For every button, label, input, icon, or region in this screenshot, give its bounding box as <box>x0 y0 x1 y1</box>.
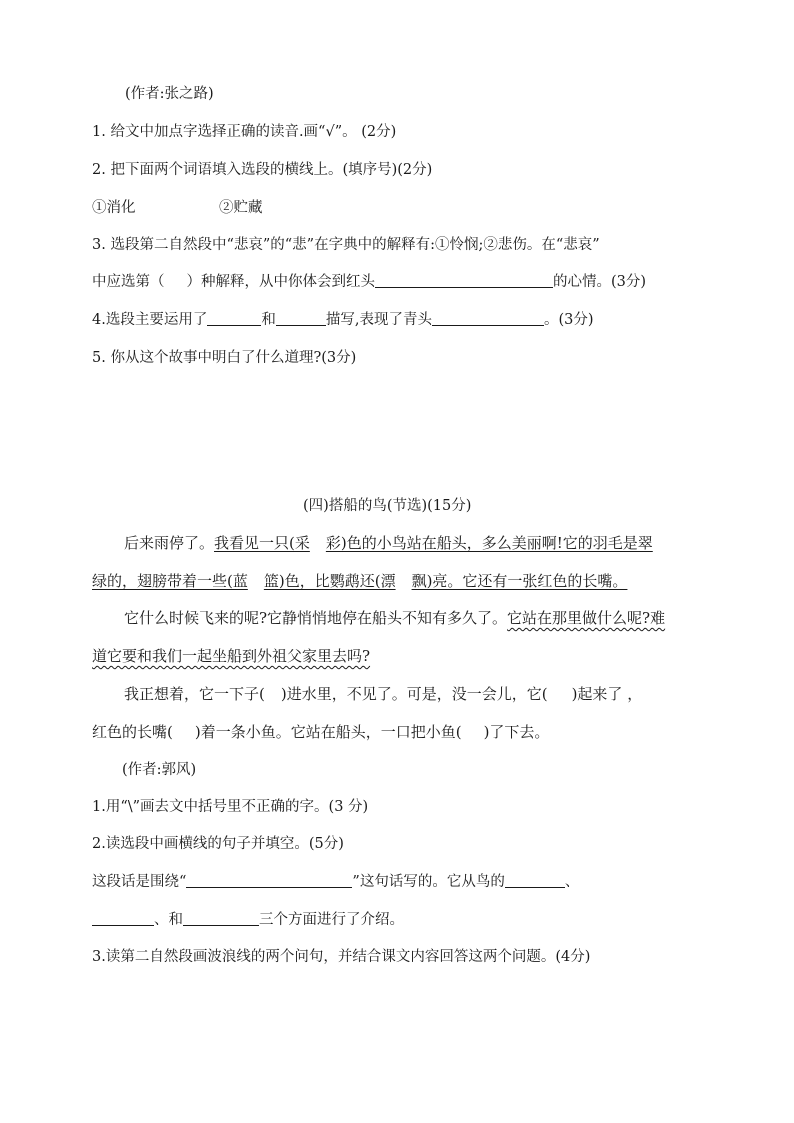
q4-text-b: 和 <box>261 312 276 328</box>
q4-text-d: 。(3分) <box>543 312 594 328</box>
q2-fill-text-d: 、和 <box>154 912 183 928</box>
q2-fill-text-a: 这段话是围绕“ <box>92 874 187 890</box>
q3-text-a: 中应选第（ <box>92 274 165 290</box>
q4-text-a: 4.选段主要运用了 <box>92 312 208 328</box>
q4-text-c: 描写,表现了青头 <box>325 312 432 328</box>
part2-question-2-fill-line-1 <box>92 872 579 892</box>
q2-aspect-blank-2[interactable] <box>92 911 154 926</box>
q3-text-c: 的心情。(3分) <box>553 274 647 290</box>
word-option-2: ②贮藏 <box>219 200 263 216</box>
q2-fill-text-e: 三个方面进行了介绍。 <box>259 912 404 928</box>
question-3-line-2 <box>92 272 646 292</box>
q2-aspect-blank-1[interactable] <box>505 873 565 888</box>
section-title: (四)搭船的鸟(节选)(15分) <box>303 498 472 514</box>
p3-text-c: )起来了 ， <box>571 685 643 703</box>
p3-text-a: 我正想着，它一下子( <box>124 685 265 703</box>
passage-paragraph-2-line-1 <box>124 608 665 628</box>
p2-wavy-question-2: 道它要和我们一起坐船到外祖父家里去吗? <box>92 647 371 665</box>
question-3-line-1: 3. 选段第二自然段中“悲哀”的“悲”在字典中的解释有:①怜悯;②悲伤。在“悲哀” <box>92 237 600 253</box>
passage-paragraph-2-line-2 <box>92 646 370 666</box>
passage-paragraph-1-line-1 <box>124 533 653 553</box>
part2-question-1: 1.用“\”画去文中括号里不正确的字。(3 分) <box>92 799 369 815</box>
q4-blank-1[interactable] <box>207 311 261 326</box>
word-option-1: ①消化 <box>92 200 136 216</box>
p3-text-d: 红色的长嘴( <box>92 723 173 741</box>
p1-underlined-b: 绿的，翅膀带着一些(蓝 篮)色，比鹦鹉还(漂 飘)亮。它还有一张红色的长嘴。 <box>92 572 628 590</box>
q2-fill-text-c: 、 <box>564 874 580 890</box>
p3-text-b: )进水里，不见了。可是，没一会儿，它( <box>280 685 548 703</box>
author-line-2: (作者:郭风) <box>122 762 197 778</box>
p1-text-a: 后来雨停了。 <box>124 534 215 552</box>
question-1: 1. 给文中加点字选择正确的读音.画“√”。 (2分) <box>92 124 397 140</box>
passage-paragraph-1-line-2 <box>92 571 627 591</box>
question-5: 5. 你从这个故事中明白了什么道理?(3分) <box>92 350 357 366</box>
p2-wavy-question-1: 它站在那里做什么呢?难 <box>507 609 666 627</box>
passage-paragraph-3-line-2 <box>92 722 549 742</box>
p3-text-f: )了下去。 <box>483 723 550 741</box>
question-4 <box>92 310 594 330</box>
q3-text-b: ）种解释，从中你体会到红头 <box>186 274 375 290</box>
passage-paragraph-3-line-1 <box>124 684 642 704</box>
q2-sentence-blank[interactable] <box>186 873 352 888</box>
part2-question-2-fill-line-2 <box>92 910 404 930</box>
question-2: 2. 把下面两个词语填入选段的横线上。(填序号)(2分) <box>92 162 433 178</box>
q2-aspect-blank-3[interactable] <box>183 911 259 926</box>
part2-question-3: 3.读第二自然段画波浪线的两个问句，并结合课文内容回答这两个问题。(4分) <box>92 949 591 965</box>
q3-feeling-blank[interactable] <box>375 273 553 288</box>
q2-fill-text-b: ”这句话写的。它从鸟的 <box>352 874 505 890</box>
p1-underlined-a: 我看见一只(采 彩)色的小鸟站在船头，多么美丽啊!它的羽毛是翠 <box>214 534 653 552</box>
author-line: (作者:张之路) <box>125 86 214 102</box>
q4-blank-2[interactable] <box>276 311 326 326</box>
p2-text-a: 它什么时候飞来的呢?它静悄悄地停在船头不知有多久了。 <box>124 609 508 627</box>
q4-blank-3[interactable] <box>432 311 544 326</box>
part2-question-2: 2.读选段中画横线的句子并填空。(5分) <box>92 836 344 852</box>
p3-text-e: )着一条小鱼。它站在船头，一口把小鱼( <box>194 723 462 741</box>
